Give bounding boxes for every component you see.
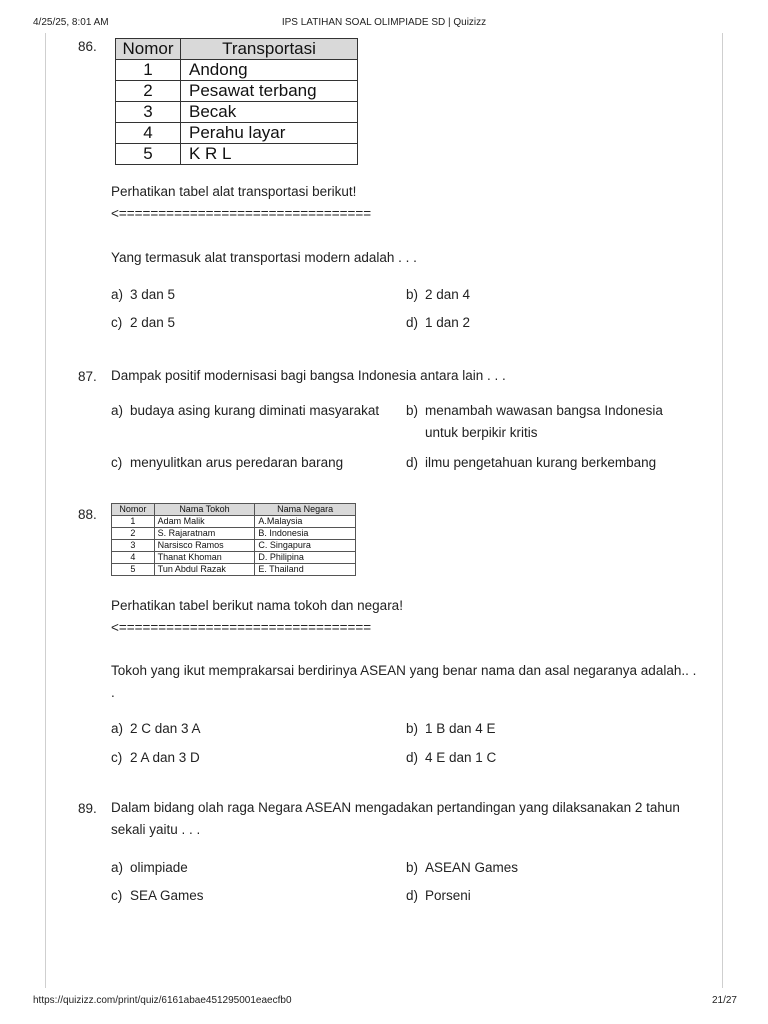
table-cell: Tun Abdul Razak xyxy=(154,564,255,576)
table-cell: 3 xyxy=(112,540,155,552)
option-text: ilmu pengetahuan kurang berkembang xyxy=(425,455,657,470)
option-letter: a) xyxy=(111,860,124,875)
option-letter: d) xyxy=(406,750,419,765)
table-cell: A.Malaysia xyxy=(255,516,356,528)
table-cell: K R L xyxy=(181,144,358,165)
page-title: IPS LATIHAN SOAL OLIMPIADE SD | Quizizz xyxy=(281,17,487,28)
option-letter: a) xyxy=(111,721,124,736)
table-row xyxy=(112,552,356,564)
question-intro-86: Perhatikan tabel alat transportasi berikut! xyxy=(111,184,357,199)
table-row xyxy=(116,60,358,81)
table-cell: E. Thailand xyxy=(255,564,356,576)
option-letter: a) xyxy=(111,287,124,302)
question-text-88: Tokoh yang ikut memprakarsai berdirinya ASEAN yang benar nama dan asal negaranya adalah.. . xyxy=(111,663,697,678)
arrow-line-88: <================================ xyxy=(111,620,372,635)
table-cell: S. Rajaratnam xyxy=(154,528,255,540)
option-letter: d) xyxy=(406,455,419,470)
print-timestamp: 4/25/25, 8:01 AM xyxy=(33,17,109,28)
page-url: https://quizizz.com/print/quiz/6161abae451295001eaecfb0 xyxy=(33,995,292,1006)
table-header-cell: Nama Tokoh xyxy=(154,504,255,516)
question-number-89: 89. xyxy=(78,801,97,816)
table-row xyxy=(116,123,358,144)
arrow-line-86: <================================ xyxy=(111,206,372,221)
option-d-88[interactable] xyxy=(406,747,496,769)
option-letter: b) xyxy=(406,860,419,875)
option-c-86[interactable] xyxy=(111,312,175,334)
option-b-88[interactable] xyxy=(406,718,496,740)
table-row xyxy=(112,564,356,576)
table-row xyxy=(112,516,356,528)
option-text: 2 dan 5 xyxy=(130,315,176,330)
option-text-continued: untuk berpikir kritis xyxy=(425,425,538,440)
question-text-88-continued: . xyxy=(111,685,115,700)
question-text-89: Dalam bidang olah raga Negara ASEAN mengadakan pertandingan yang dilaksanakan 2 tahun xyxy=(111,800,680,815)
option-text: 2 C dan 3 A xyxy=(130,721,201,736)
option-d-89[interactable] xyxy=(406,885,471,907)
table-header-cell: Transportasi xyxy=(181,39,358,60)
table-header-row xyxy=(112,504,356,516)
table-row xyxy=(116,102,358,123)
option-letter: d) xyxy=(406,315,419,330)
option-text: olimpiade xyxy=(130,860,188,875)
table-cell: 1 xyxy=(112,516,155,528)
table-row xyxy=(116,81,358,102)
table-header-cell: Nama Negara xyxy=(255,504,356,516)
option-letter: c) xyxy=(111,888,123,903)
option-text: 2 dan 4 xyxy=(425,287,471,302)
option-a-87[interactable] xyxy=(111,400,379,422)
option-a-86[interactable] xyxy=(111,284,175,306)
table-row xyxy=(112,528,356,540)
table-row xyxy=(116,144,358,165)
option-b-87[interactable] xyxy=(406,400,676,444)
option-b-89[interactable] xyxy=(406,857,518,879)
table-cell: 5 xyxy=(112,564,155,576)
table-cell: 2 xyxy=(112,528,155,540)
question-number-88: 88. xyxy=(78,507,97,522)
option-text: budaya asing kurang diminati masyarakat xyxy=(130,403,380,418)
table-cell: Perahu layar xyxy=(181,123,358,144)
option-letter: a) xyxy=(111,403,124,418)
left-margin-line xyxy=(45,33,46,988)
option-letter: d) xyxy=(406,888,419,903)
option-d-87[interactable] xyxy=(406,452,656,474)
table-cell: Pesawat terbang xyxy=(181,81,358,102)
option-text: 3 dan 5 xyxy=(130,287,176,302)
table-cell: Adam Malik xyxy=(154,516,255,528)
table-header-cell: Nomor xyxy=(116,39,181,60)
option-text: menyulitkan arus peredaran barang xyxy=(130,455,344,470)
tokoh-negara-table xyxy=(111,503,356,576)
question-text-87: Dampak positif modernisasi bagi bangsa Indonesia antara lain . . . xyxy=(111,368,506,383)
table-header-cell: Nomor xyxy=(112,504,155,516)
question-number-86: 86. xyxy=(78,39,97,54)
option-text: SEA Games xyxy=(130,888,204,903)
option-c-88[interactable] xyxy=(111,747,200,769)
question-number-87: 87. xyxy=(78,369,97,384)
option-c-89[interactable] xyxy=(111,885,204,907)
transport-table xyxy=(115,38,358,165)
table-cell: Narsisco Ramos xyxy=(154,540,255,552)
table-cell: 3 xyxy=(116,102,181,123)
page-number: 21/27 xyxy=(711,995,737,1006)
table-cell: Becak xyxy=(181,102,358,123)
table-cell: C. Singapura xyxy=(255,540,356,552)
table-cell: B. Indonesia xyxy=(255,528,356,540)
option-text: 1 B dan 4 E xyxy=(425,721,496,736)
option-text: 1 dan 2 xyxy=(425,315,471,330)
table-cell: 2 xyxy=(116,81,181,102)
table-header-row xyxy=(116,39,358,60)
option-text: 4 E dan 1 C xyxy=(425,750,497,765)
option-letter: b) xyxy=(406,403,419,418)
option-text: ASEAN Games xyxy=(425,860,519,875)
question-text-86: Yang termasuk alat transportasi modern adalah . . . xyxy=(111,250,417,265)
option-text: menambah wawasan bangsa Indonesia xyxy=(425,403,663,418)
table-cell: 1 xyxy=(116,60,181,81)
option-text: 2 A dan 3 D xyxy=(130,750,200,765)
table-cell: 4 xyxy=(112,552,155,564)
table-row xyxy=(112,540,356,552)
table-cell: Thanat Khoman xyxy=(154,552,255,564)
table-cell: Andong xyxy=(181,60,358,81)
option-d-86[interactable] xyxy=(406,312,470,334)
option-a-89[interactable] xyxy=(111,857,188,879)
option-letter: c) xyxy=(111,750,123,765)
option-c-87[interactable] xyxy=(111,452,343,474)
table-cell: 4 xyxy=(116,123,181,144)
option-b-86[interactable] xyxy=(406,284,470,306)
right-margin-line xyxy=(722,33,723,988)
option-letter: c) xyxy=(111,455,123,470)
question-text-89-continued: sekali yaitu . . . xyxy=(111,822,201,837)
option-letter: c) xyxy=(111,315,123,330)
table-cell: 5 xyxy=(116,144,181,165)
option-letter: b) xyxy=(406,287,419,302)
option-a-88[interactable] xyxy=(111,718,201,740)
option-text: Porseni xyxy=(425,888,471,903)
option-letter: b) xyxy=(406,721,419,736)
table-cell: D. Philipina xyxy=(255,552,356,564)
question-intro-88: Perhatikan tabel berikut nama tokoh dan negara! xyxy=(111,598,403,613)
